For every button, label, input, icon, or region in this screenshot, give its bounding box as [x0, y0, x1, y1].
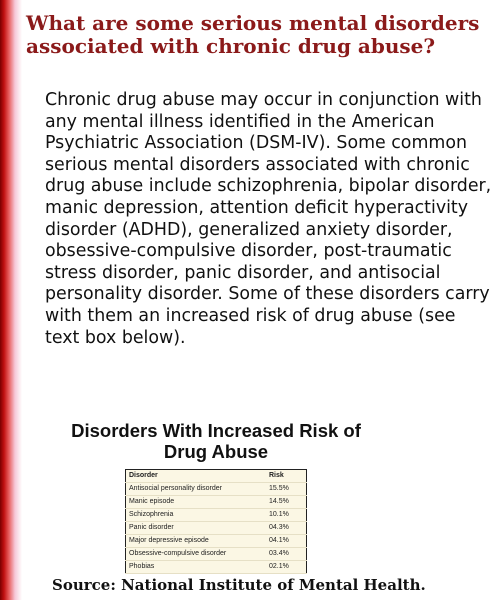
risk-cell: 04.1%: [266, 535, 307, 548]
body-paragraph: Chronic drug abuse may occur in conjunction with any mental illness identified in the American Psychiatric Association (DSM-IV). Some common serious mental disorders associated with chronic drug abuse include schizophrenia, bipolar disorder, manic depression, attention deficit hyperactivity disorder (ADHD), generalized anxiety disorder, obsessive-compulsive disorder, post-traumatic stress disorder, panic disorder, and antisocial personality disorder. Some of these disorders carry with them an increased risk of drug abuse (see text box below).: [45, 90, 492, 348]
disorder-cell: Phobias: [126, 561, 267, 574]
risk-cell: 03.4%: [266, 548, 307, 561]
page-heading: What are some serious mental disorders associated with chronic drug abuse?: [26, 11, 480, 58]
table-title: Disorders With Increased Risk of Drug Abuse: [71, 420, 361, 462]
risk-table: [125, 469, 307, 574]
header-disorder: Disorder: [126, 470, 267, 483]
risk-cell: 14.5%: [266, 496, 307, 509]
table-row: [126, 561, 307, 574]
risk-cell: 15.5%: [266, 483, 307, 496]
source-citation: Source: National Institute of Mental Health.: [52, 576, 426, 594]
table-row: [126, 548, 307, 561]
disorder-cell: Panic disorder: [126, 522, 267, 535]
disorder-cell: Schizophrenia: [126, 509, 267, 522]
table-header-row: [126, 470, 307, 483]
table-row: [126, 496, 307, 509]
disorder-cell: Major depressive episode: [126, 535, 267, 548]
header-risk: Risk: [266, 470, 307, 483]
table-row: [126, 535, 307, 548]
table-row: [126, 522, 307, 535]
disorder-cell: Manic episode: [126, 496, 267, 509]
table-row: [126, 509, 307, 522]
disorder-cell: Obsessive-compulsive disorder: [126, 548, 267, 561]
disorder-cell: Antisocial personality disorder: [126, 483, 267, 496]
left-edge-border: [0, 0, 22, 600]
risk-cell: 04.3%: [266, 522, 307, 535]
risk-cell: 10.1%: [266, 509, 307, 522]
risk-cell: 02.1%: [266, 561, 307, 574]
table-row: [126, 483, 307, 496]
